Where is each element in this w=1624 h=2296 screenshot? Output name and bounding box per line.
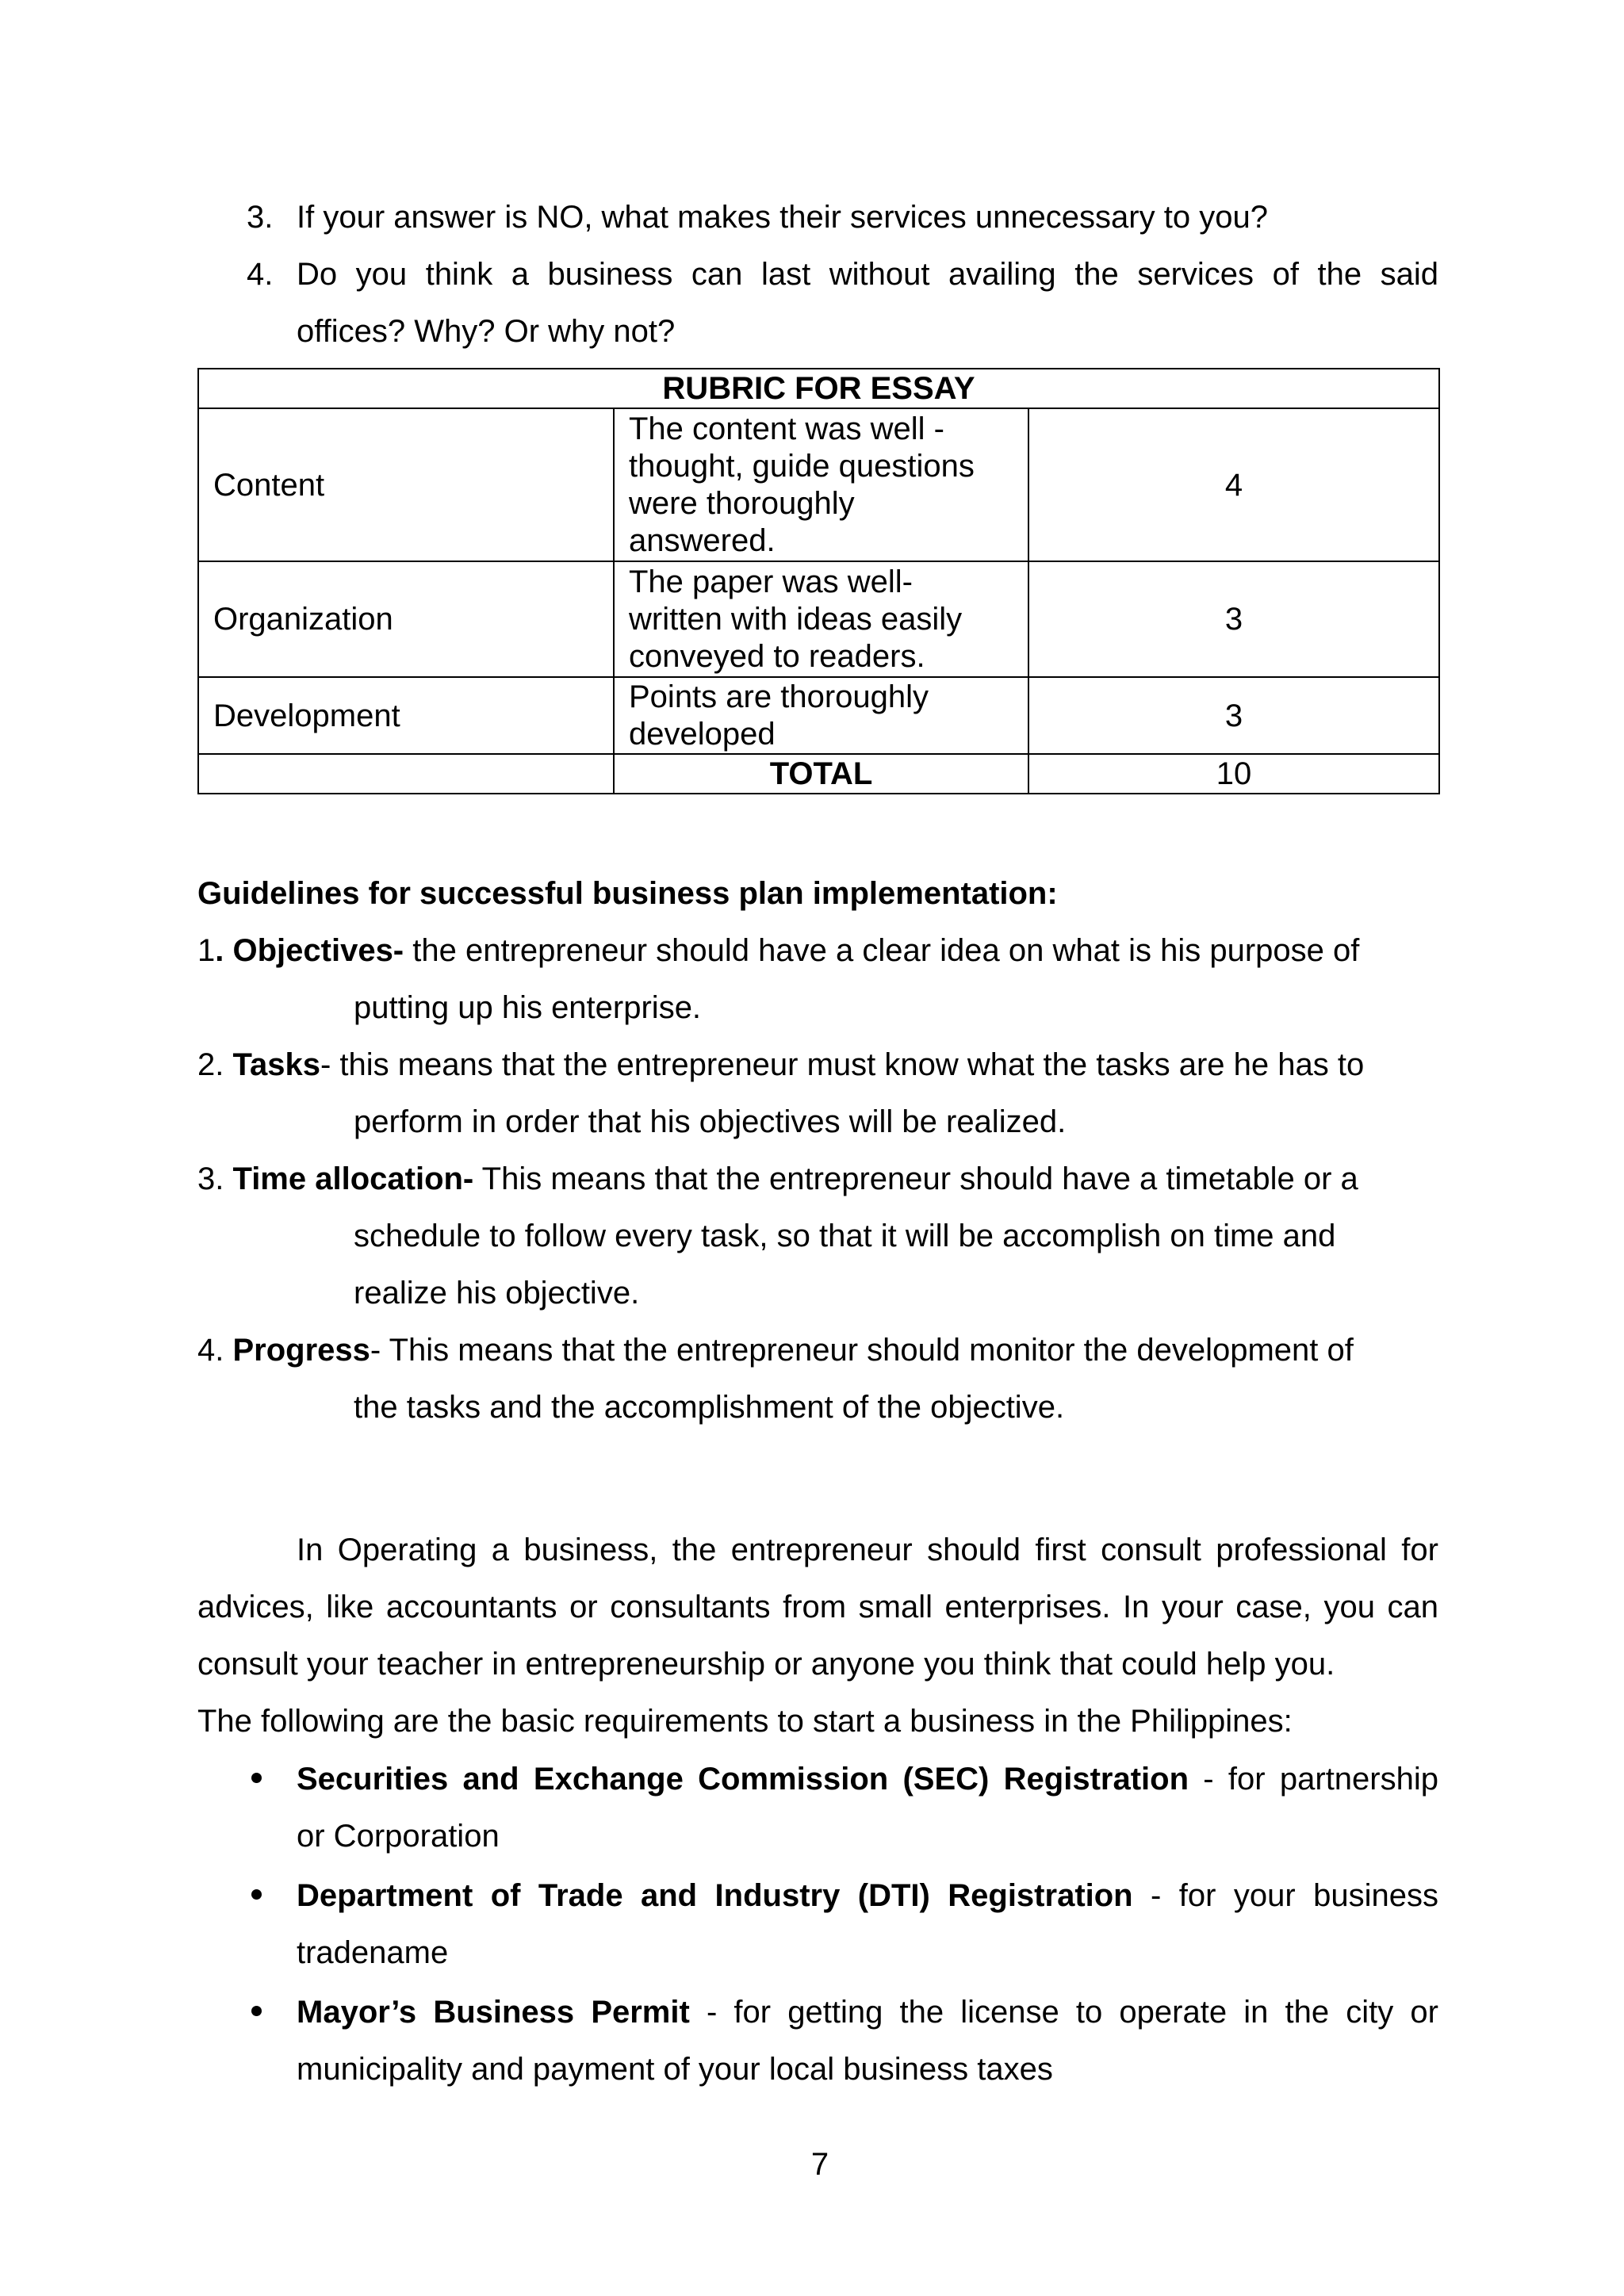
guideline-term: Tasks	[232, 1047, 320, 1082]
guideline-term: Time allocation-	[232, 1161, 474, 1196]
rubric-description-line: written with ideas easily	[629, 601, 963, 637]
requirement-text: - for partnership	[1189, 1762, 1438, 1797]
guideline-term: Progress	[232, 1333, 370, 1368]
paragraph-line: In Operating a business, the entrepreneur should first consult professional for	[297, 1533, 1438, 1567]
rubric-description	[614, 561, 1028, 677]
rubric-description-line: Points are thoroughly	[629, 679, 929, 714]
rubric-row	[198, 561, 1439, 677]
rubric-criterion: Content	[198, 408, 614, 561]
bullet-icon	[251, 1773, 262, 1783]
question-4-text: Do you think a business can last without availing the services of the said	[297, 257, 1438, 292]
guideline-text: - this means that the entrepreneur must know what the tasks are he has to	[320, 1047, 1365, 1082]
rubric-description-line: The content was well -	[629, 411, 944, 446]
rubric-description	[614, 677, 1028, 754]
guideline-text-cont: putting up his enterprise.	[354, 990, 702, 1025]
guideline-term: Objectives-	[232, 933, 404, 968]
rubric-total-row	[198, 754, 1439, 794]
rubric-description-line: answered.	[629, 522, 776, 558]
requirement-item-sec	[297, 1763, 1438, 1795]
rubric-criterion: Organization	[198, 561, 614, 677]
guideline-text-cont: schedule to follow every task, so that it will be accomplish on time and	[354, 1219, 1336, 1253]
guideline-text: - This means that the entrepreneur should monitor the development of	[370, 1333, 1354, 1368]
rubric-total-empty	[198, 754, 614, 794]
rubric-description-line: were thoroughly	[629, 485, 855, 521]
rubric-table	[197, 368, 1440, 794]
requirement-text: - for your business	[1132, 1878, 1438, 1913]
guideline-item-tasks	[197, 1049, 1364, 1081]
rubric-row	[198, 408, 1439, 561]
guideline-number: 4.	[197, 1333, 233, 1368]
guideline-text-cont: perform in order that his objectives will be realized.	[354, 1104, 1067, 1139]
rubric-description	[614, 408, 1028, 561]
paragraph-line: advices, like accountants or consultants from small enterprises. In your case, you can	[197, 1590, 1438, 1624]
guideline-item-time-allocation	[197, 1163, 1358, 1195]
guidelines-heading: Guidelines for successful business plan implementation:	[197, 876, 1058, 911]
rubric-description-line: thought, guide questions	[629, 448, 975, 484]
rubric-total-value: 10	[1028, 754, 1439, 794]
requirement-title: Securities and Exchange Commission (SEC) Registration	[297, 1762, 1189, 1797]
guideline-text: the entrepreneur should have a clear idea on what is his purpose of	[404, 933, 1360, 968]
requirement-title: Department of Trade and Industry (DTI) Registration	[297, 1878, 1133, 1913]
question-3-text: If your answer is NO, what makes their services unnecessary to you?	[297, 200, 1268, 235]
rubric-points: 3	[1028, 561, 1439, 677]
guideline-text-cont: realize his objective.	[354, 1276, 640, 1311]
rubric-points: 3	[1028, 677, 1439, 754]
paragraph-line: The following are the basic requirements to start a business in the Philippines:	[197, 1704, 1293, 1739]
guideline-text: This means that the entrepreneur should have a timetable or a	[473, 1161, 1358, 1196]
question-4-text-cont: offices? Why? Or why not?	[297, 314, 676, 349]
guideline-item-progress	[197, 1334, 1354, 1366]
rubric-total-label: TOTAL	[614, 754, 1028, 794]
guideline-number-dot: .	[215, 933, 233, 968]
rubric-description-line: conveyed to readers.	[629, 638, 925, 674]
question-4-number: 4.	[247, 257, 274, 292]
bullet-icon	[251, 2006, 262, 2016]
rubric-description-line: The paper was well-	[629, 564, 913, 599]
requirement-text: - for getting the license to operate in the city or	[689, 1995, 1438, 2030]
rubric-row	[198, 677, 1439, 754]
rubric-title: RUBRIC FOR ESSAY	[198, 369, 1439, 408]
rubric-description-line: developed	[629, 716, 776, 752]
requirement-text-cont: tradename	[297, 1935, 449, 1970]
guideline-number: 2.	[197, 1047, 233, 1082]
rubric-criterion: Development	[198, 677, 614, 754]
requirement-item-dti	[297, 1880, 1438, 1911]
requirement-title: Mayor’s Business Permit	[297, 1995, 690, 2030]
requirement-item-mayors-permit	[297, 1996, 1438, 2028]
rubric-points: 4	[1028, 408, 1439, 561]
guideline-item-objectives	[197, 935, 1359, 966]
question-3-number: 3.	[247, 200, 274, 235]
bullet-icon	[251, 1889, 262, 1900]
requirement-text-cont: or Corporation	[297, 1819, 500, 1854]
rubric-title-row	[198, 369, 1439, 408]
guideline-text-cont: the tasks and the accomplishment of the objective.	[354, 1390, 1065, 1425]
requirement-text-cont: municipality and payment of your local business taxes	[297, 2052, 1053, 2087]
guideline-number: 1	[197, 933, 216, 968]
page-number: 7	[810, 2147, 829, 2182]
paragraph-line: consult your teacher in entrepreneurship or anyone you think that could help you.	[197, 1647, 1335, 1682]
guideline-number: 3.	[197, 1161, 233, 1196]
